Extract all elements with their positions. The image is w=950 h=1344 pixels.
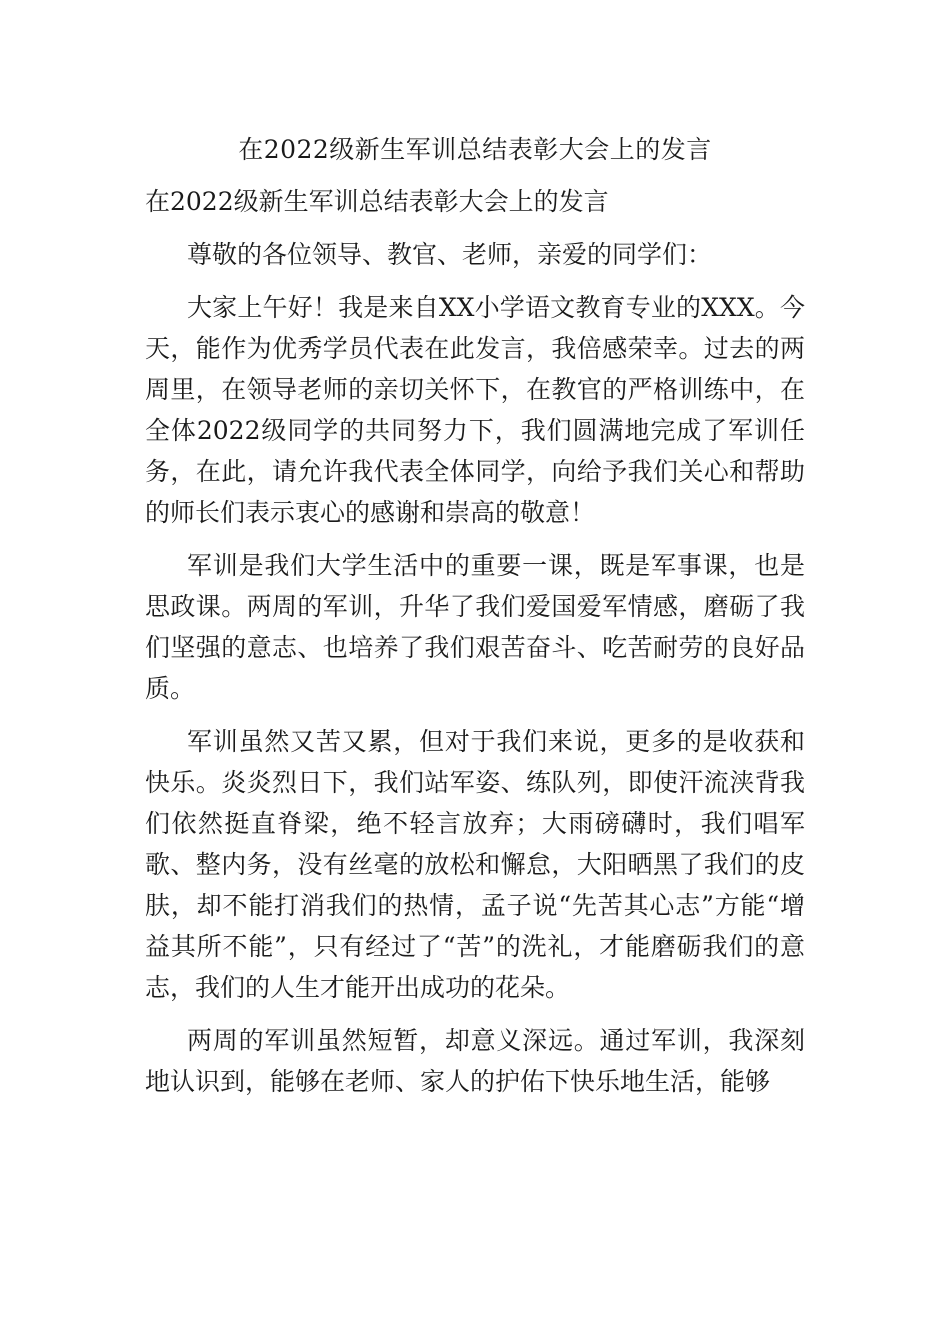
body-paragraph: 军训虽然又苦又累，但对于我们来说，更多的是收获和快乐。炎炎烈日下，我们站军姿、练队列，即使汗流浃背我们依然挺直脊梁，绝不轻言放弃；大雨磅礴时，我们唱军歌、整内务，没有丝毫的放松和懈怠，大阳晒黑了我们的皮肤，却不能打消我们的热情，孟子说“先苦其心志”方能“增益其所不能”，只有经过了“苦”的洗礼，才能磨砺我们的意志，我们的人生才能开出成功的花朵。: [145, 727, 805, 1002]
body-paragraph: 两周的军训虽然短暂，却意义深远。通过军训，我深刻地认识到，能够在老师、家人的护佑下快乐地生活，能够: [145, 1026, 805, 1096]
body-paragraph: 大家上午好！我是来自XX小学语文教育专业的XXX。今天，能作为优秀学员代表在此发言，我倍感荣幸。过去的两周里，在领导老师的亲切关怀下，在教官的严格训练中，在全体2022级同学的共同努力下，我们圆满地完成了军训任务，在此，请允许我代表全体同学，向给予我们关心和帮助的师长们表示衷心的感谢和崇高的敬意！: [145, 293, 805, 527]
document-title: 在2022级新生军训总结表彰大会上的发言: [238, 135, 712, 164]
salutation-paragraph: 尊敬的各位领导、教官、老师，亲爱的同学们：: [187, 240, 713, 269]
body-paragraph: 军训是我们大学生活中的重要一课，既是军事课，也是思政课。两周的军训，升华了我们爱国爱军情感，磨砺了我们坚强的意志、也培养了我们艰苦奋斗、吃苦耐劳的良好品质。: [145, 551, 805, 703]
document-subtitle: 在2022级新生军训总结表彰大会上的发言: [145, 187, 609, 216]
document-body: [145, 181, 805, 1114]
